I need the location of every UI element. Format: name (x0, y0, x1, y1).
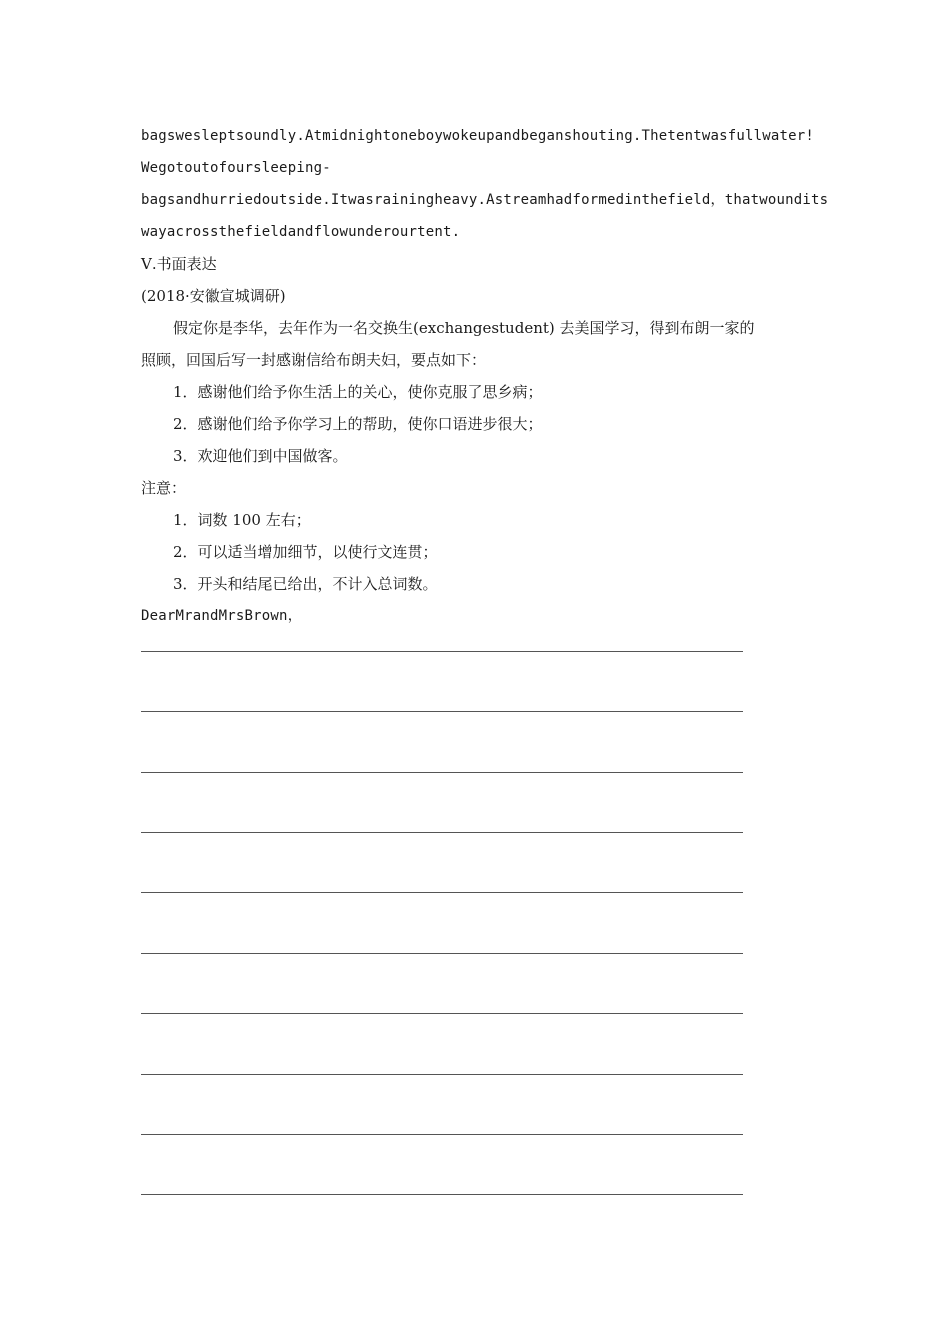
passage-line-3: bagsandhurriedoutside.Itwasrainingheavy.Astreamhadformedinthefield，thatwoundits (141, 192, 829, 208)
writing-line-3 (141, 772, 743, 773)
letter-greeting: DearMrandMrsBrown， (141, 608, 302, 624)
prompt-point-1: 1．感谢他们给予你生活上的关心，使你克服了思乡病； (173, 383, 543, 401)
prompt-point-2: 2．感谢他们给予你学习上的帮助，使你口语进步很大； (173, 415, 543, 433)
prompt-intro-line-2: 照顾，回国后写一封感谢信给布朗夫妇，要点如下： (141, 351, 487, 369)
note-item-3: 3．开头和结尾已给出，不计入总词数。 (173, 575, 438, 593)
notes-title: 注意： (141, 479, 187, 497)
writing-line-9 (141, 1134, 743, 1135)
writing-line-8 (141, 1074, 743, 1075)
writing-line-6 (141, 953, 743, 954)
passage-line-2: Wegotoutofoursleeping- (141, 160, 331, 176)
prompt-intro-line-1: 假定你是李华，去年作为一名交换生(exchangestudent) 去美国学习，得到布朗一家的 (173, 319, 755, 337)
writing-line-1 (141, 651, 743, 652)
section-heading: Ⅴ.书面表达 (141, 255, 217, 273)
writing-line-2 (141, 711, 743, 712)
writing-line-5 (141, 892, 743, 893)
writing-line-10 (141, 1194, 743, 1195)
note-item-2: 2．可以适当增加细节，以使行文连贯； (173, 543, 438, 561)
passage-line-1: bagswesleptsoundly.Atmidnightoneboywokeupandbeganshouting.Thetentwasfullwater! (141, 128, 815, 144)
passage-line-4: wayacrossthefieldandflowunderourtent. (141, 224, 461, 240)
writing-line-7 (141, 1013, 743, 1014)
prompt-point-3: 3．欢迎他们到中国做客。 (173, 447, 348, 465)
writing-line-4 (141, 832, 743, 833)
note-item-1: 1．词数 100 左右； (173, 511, 311, 529)
section-source: (2018·安徽宣城调研) (141, 287, 286, 305)
